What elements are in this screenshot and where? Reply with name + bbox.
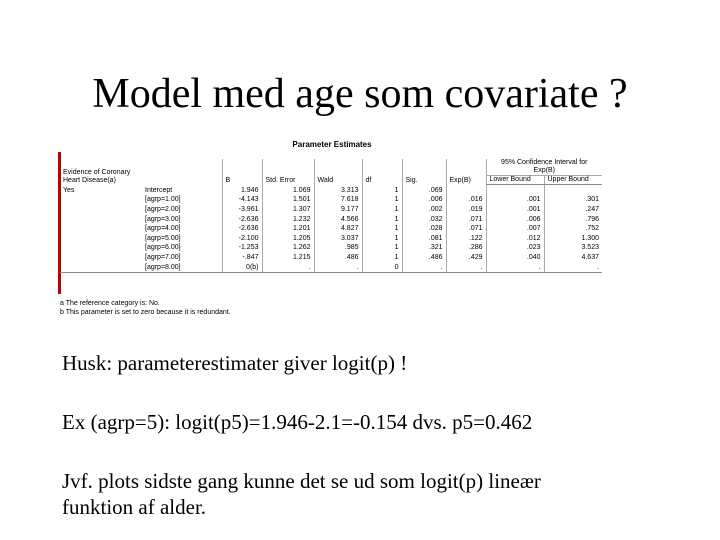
expb-cell: . (446, 263, 486, 273)
b-header: B (222, 159, 262, 185)
sig-cell: .028 (402, 224, 446, 234)
b-cell: -4.143 (222, 196, 262, 206)
wald-cell: 7.618 (314, 196, 362, 206)
sig-cell: .321 (402, 244, 446, 254)
param-cell: [agrp=1.00] (145, 196, 181, 204)
param-cell: [agrp=6.00] (145, 244, 181, 252)
se-cell: 1.262 (262, 244, 314, 254)
sig-cell: .006 (402, 196, 446, 206)
b-cell: -2.100 (222, 234, 262, 244)
expb-cell: .019 (446, 205, 486, 215)
wald-cell: 3.313 (314, 185, 362, 196)
slide-title: Model med age som covariate ? (92, 71, 628, 117)
expb-cell: .122 (446, 234, 486, 244)
dependent-header (60, 159, 222, 185)
table-row (60, 205, 602, 215)
df-cell: 1 (362, 185, 402, 196)
param-cell: [agrp=7.00] (145, 253, 181, 261)
table-row (60, 253, 602, 263)
wald-cell: 3.037 (314, 234, 362, 244)
lower-cell (486, 185, 544, 196)
ci-header-line2: Exp(B) (533, 167, 555, 174)
b-cell: -1.253 (222, 244, 262, 254)
param-cell: [agrp=4.00] (145, 225, 181, 233)
paragraph-1: Husk: parameterestimater giver logit(p) ! (62, 351, 408, 375)
table-caption: Parameter Estimates (292, 140, 372, 149)
param-cell: [agrp=2.00] (145, 205, 181, 213)
df-cell: 1 (362, 215, 402, 225)
se-cell: 1.501 (262, 196, 314, 206)
expb-cell: .016 (446, 196, 486, 206)
param-cell: [agrp=3.00] (145, 215, 181, 223)
table-row (60, 224, 602, 234)
table-row (60, 263, 602, 273)
b-cell: -3.961 (222, 205, 262, 215)
upper-cell: 3.523 (544, 244, 602, 254)
paragraph-2: Ex (agrp=5): logit(p5)=1.946-2.1=-0.154 dvs. p5=0.462 (62, 410, 533, 434)
wald-cell: .985 (314, 244, 362, 254)
se-cell: 1.201 (262, 224, 314, 234)
b-cell: 1.946 (222, 185, 262, 196)
b-cell: 0(b) (222, 263, 262, 273)
se-cell: . (262, 263, 314, 273)
header-row-1 (60, 159, 602, 176)
lower-bound-header: Lower Bound (486, 176, 544, 185)
b-cell: -2.636 (222, 224, 262, 234)
se-cell: 1.069 (262, 185, 314, 196)
se-cell: 1.215 (262, 253, 314, 263)
paragraph-3-line1: Jvf. plots sidste gang kunne det se ud som logit(p) lineær (62, 469, 541, 493)
wald-header: Wald (314, 159, 362, 185)
df-header: df (362, 159, 402, 185)
lower-cell: .001 (486, 196, 544, 206)
upper-cell: .301 (544, 196, 602, 206)
df-cell: 1 (362, 253, 402, 263)
paragraph-3 (62, 468, 541, 520)
table-row (60, 185, 602, 196)
footnote-b: b This parameter is set to zero because it is redundant. (60, 309, 231, 316)
sig-cell: .081 (402, 234, 446, 244)
expb-cell: .071 (446, 224, 486, 234)
sig-cell: .486 (402, 253, 446, 263)
upper-bound-header: Upper Bound (544, 176, 602, 185)
lower-cell: .007 (486, 224, 544, 234)
lower-cell: .001 (486, 205, 544, 215)
expb-cell (446, 185, 486, 196)
ci-header (486, 159, 602, 176)
expb-header: Exp(B) (446, 159, 486, 185)
lower-cell: .023 (486, 244, 544, 254)
upper-cell: 1.300 (544, 234, 602, 244)
df-cell: 1 (362, 244, 402, 254)
footnote-a: a The reference category is: No. (60, 300, 160, 307)
paragraph-3-line2: funktion af alder. (62, 495, 207, 519)
wald-cell: 9.177 (314, 205, 362, 215)
table-row (60, 244, 602, 254)
b-cell: -2.636 (222, 215, 262, 225)
upper-cell (544, 185, 602, 196)
upper-cell: . (544, 263, 602, 273)
se-cell: 1.307 (262, 205, 314, 215)
table-row (60, 234, 602, 244)
se-cell: 1.232 (262, 215, 314, 225)
param-cell: [agrp=5.00] (145, 234, 181, 242)
sig-header: Sig. (402, 159, 446, 185)
b-cell: -.847 (222, 253, 262, 263)
df-cell: 1 (362, 205, 402, 215)
se-cell: 1.205 (262, 234, 314, 244)
estimates-grid (60, 159, 602, 273)
expb-cell: .286 (446, 244, 486, 254)
sig-cell: .032 (402, 215, 446, 225)
df-cell: 1 (362, 196, 402, 206)
upper-cell: .752 (544, 224, 602, 234)
df-cell: 1 (362, 224, 402, 234)
upper-cell: .247 (544, 205, 602, 215)
param-cell: Intercept (145, 186, 173, 194)
upper-cell: 4.637 (544, 253, 602, 263)
sig-cell: . (402, 263, 446, 273)
df-cell: 0 (362, 263, 402, 273)
table-row (60, 215, 602, 225)
dependent-header-line1: Evidence of Coronary (63, 168, 131, 176)
sig-cell: .069 (402, 185, 446, 196)
expb-cell: .429 (446, 253, 486, 263)
expb-cell: .071 (446, 215, 486, 225)
table-row (60, 196, 602, 206)
wald-cell: . (314, 263, 362, 273)
lower-cell: .012 (486, 234, 544, 244)
wald-cell: 4.827 (314, 224, 362, 234)
sig-cell: .002 (402, 205, 446, 215)
wald-cell: 4.566 (314, 215, 362, 225)
parameter-estimates-table (58, 138, 606, 320)
lower-cell: .040 (486, 253, 544, 263)
std-error-header: Std. Error (262, 159, 314, 185)
wald-cell: .486 (314, 253, 362, 263)
dependent-header-line2: Heart Disease(a) (63, 176, 116, 184)
df-cell: 1 (362, 234, 402, 244)
lower-cell: .006 (486, 215, 544, 225)
param-cell: [agrp=8.00] (142, 263, 222, 273)
group-label: Yes (63, 186, 75, 194)
upper-cell: .796 (544, 215, 602, 225)
lower-cell: . (486, 263, 544, 273)
ci-header-line1: 95% Confidence Interval for (501, 159, 588, 166)
